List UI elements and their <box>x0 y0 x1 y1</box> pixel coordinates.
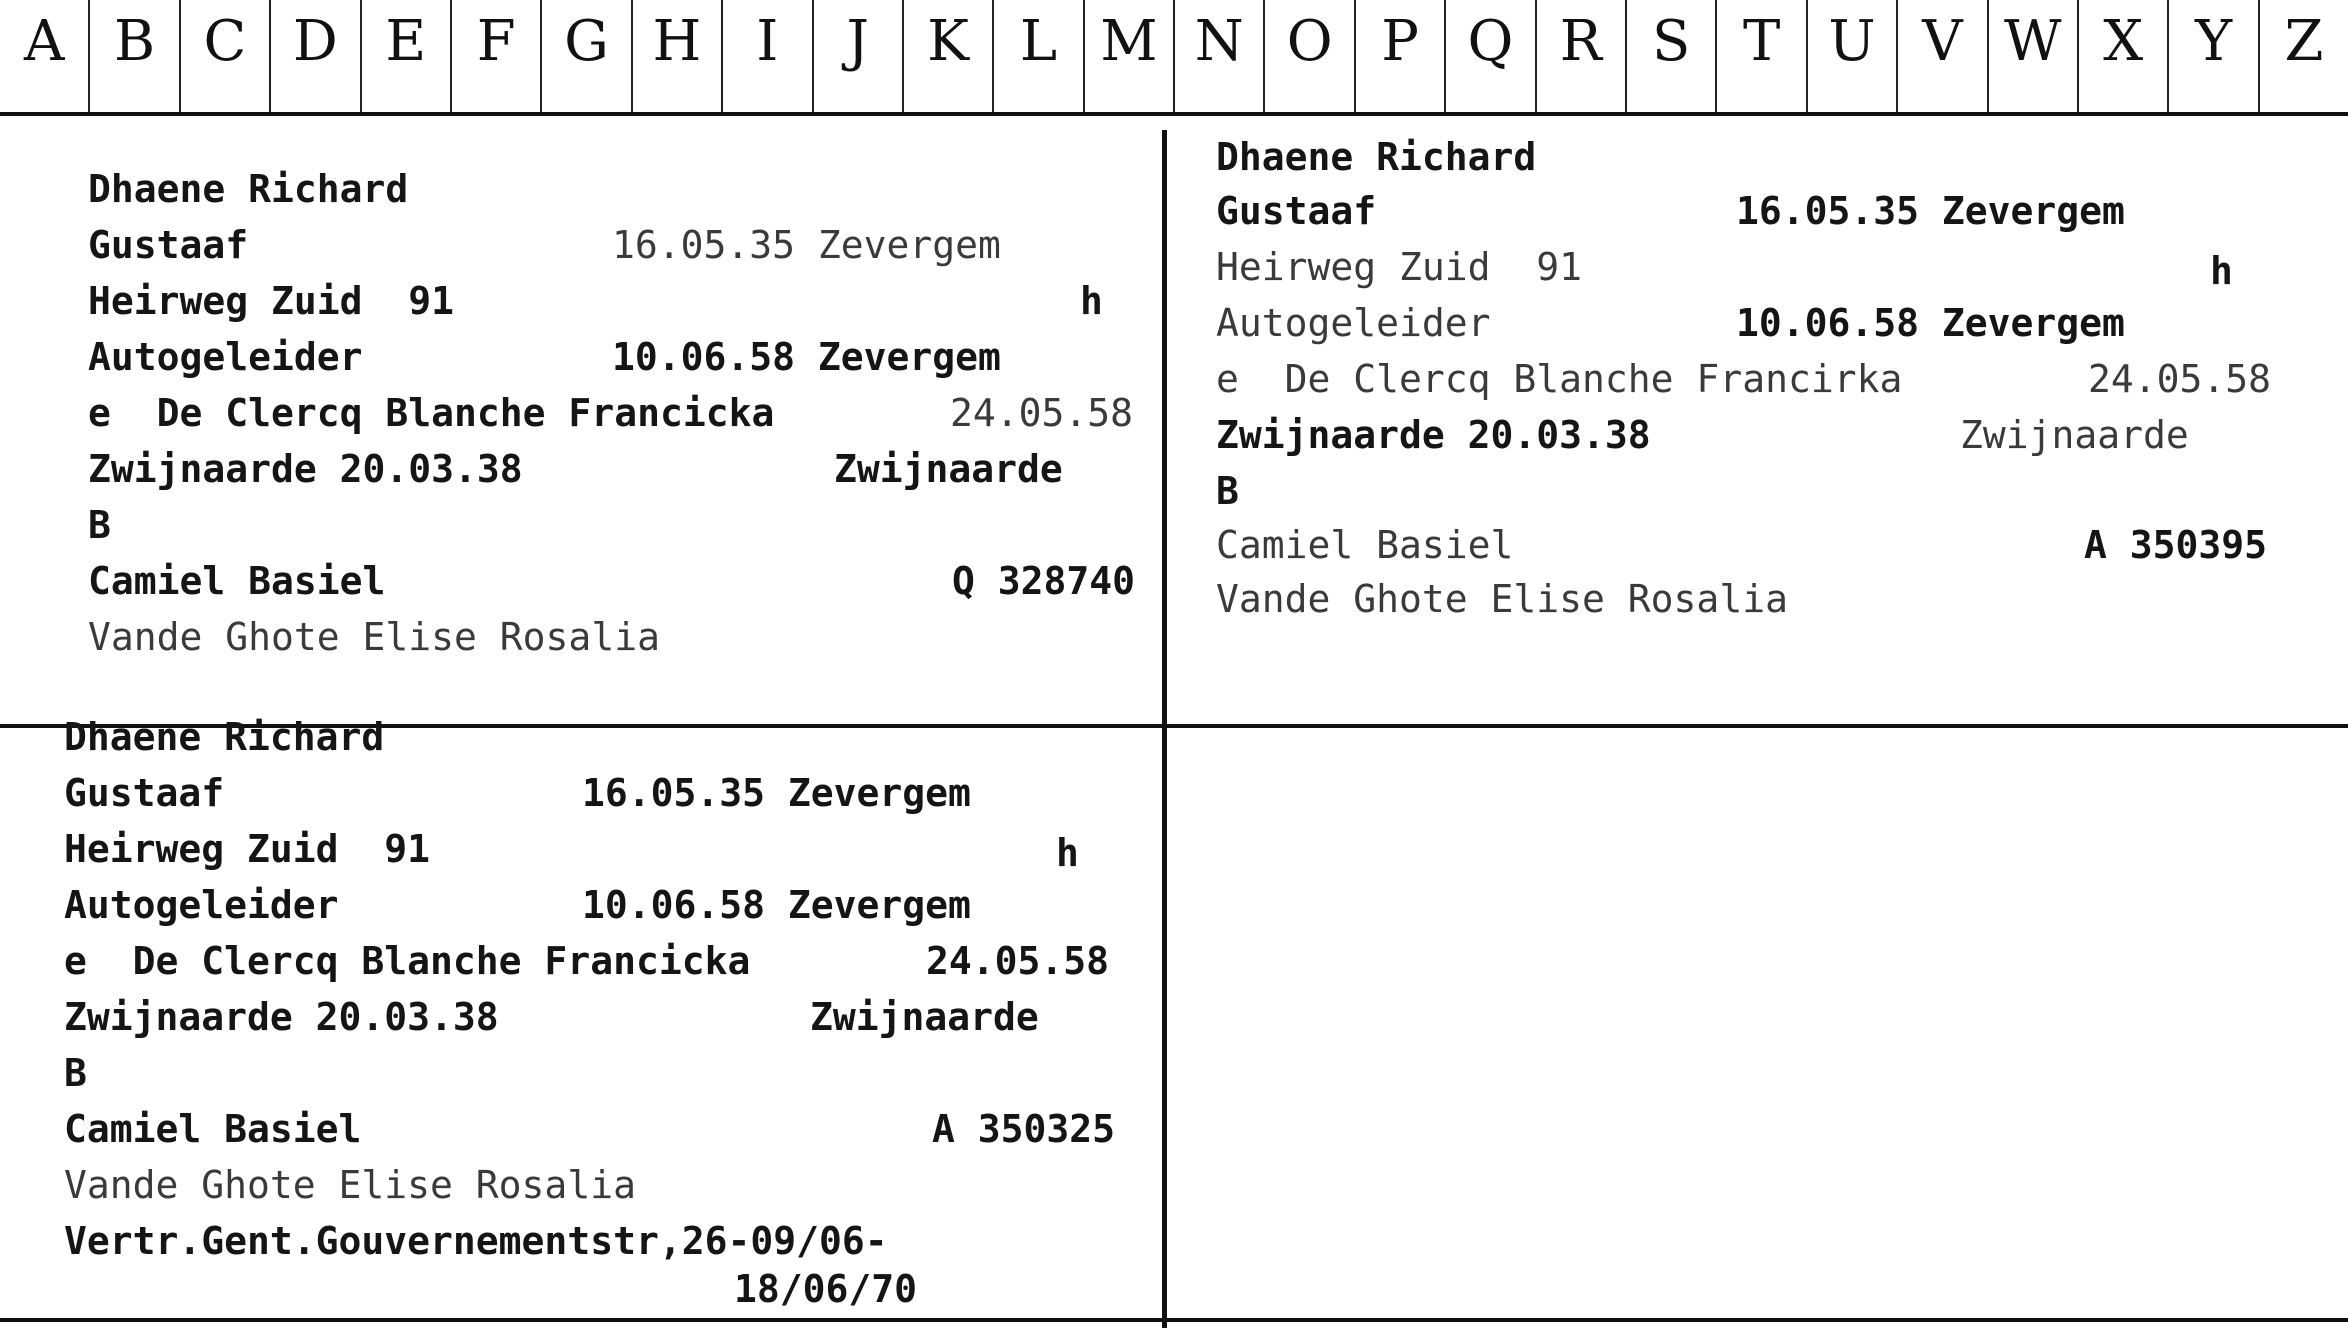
index-letter-r[interactable]: R <box>1537 0 1627 112</box>
card-spouse: e De Clercq Blanche Francicka <box>64 939 751 983</box>
card-marriage: 10.06.58 Zevergem <box>582 883 971 927</box>
index-letter-y[interactable]: Y <box>2169 0 2259 112</box>
record-card-3 <box>64 715 1154 1318</box>
card-name: Dhaene Richard <box>64 715 385 759</box>
card-number: A 350325 <box>932 1107 1116 1151</box>
card-spouse-date: 24.05.58 <box>2088 357 2272 401</box>
card-mother: Vande Ghote Elise Rosalia <box>64 1163 636 1207</box>
index-letter-u[interactable]: U <box>1808 0 1898 112</box>
index-letter-o[interactable]: O <box>1265 0 1355 112</box>
card-given-name: Gustaaf <box>1216 189 1377 233</box>
card-code: B <box>88 503 111 547</box>
card-spouse-date: 24.05.58 <box>950 391 1134 435</box>
record-card-1 <box>88 167 1158 670</box>
index-letter-m[interactable]: M <box>1085 0 1175 112</box>
card-birth: 16.05.35 Zevergem <box>612 223 1001 267</box>
card-mother: Vande Ghote Elise Rosalia <box>88 615 660 659</box>
index-letter-c[interactable]: C <box>181 0 271 112</box>
index-letter-h[interactable]: H <box>633 0 723 112</box>
index-letter-i[interactable]: I <box>723 0 813 112</box>
card-number: A 350395 <box>2084 523 2268 567</box>
index-letter-e[interactable]: E <box>362 0 452 112</box>
card-given-name: Gustaaf <box>64 771 225 815</box>
index-letter-l[interactable]: L <box>994 0 1084 112</box>
card-mark: h <box>1056 831 1079 875</box>
card-spouse: e De Clercq Blanche Francirka <box>1216 357 1903 401</box>
card-marriage: 10.06.58 Zevergem <box>1736 301 2125 345</box>
card-mark: h <box>1080 279 1103 323</box>
card-name: Dhaene Richard <box>88 167 409 211</box>
index-letter-j[interactable]: J <box>814 0 904 112</box>
index-letter-t[interactable]: T <box>1717 0 1807 112</box>
card-occupation: Autogeleider <box>88 335 363 379</box>
card-mother: Vande Ghote Elise Rosalia <box>1216 577 1788 621</box>
card-spouse-birth: Zwijnaarde 20.03.38 <box>64 995 499 1039</box>
index-letter-b[interactable]: B <box>90 0 180 112</box>
index-letter-f[interactable]: F <box>452 0 542 112</box>
card-address: Heirweg Zuid 91 <box>64 827 431 871</box>
card-number: Q 328740 <box>952 559 1136 603</box>
card-spouse-date: 24.05.58 <box>926 939 1110 983</box>
record-card-2 <box>1216 134 2326 634</box>
card-occupation: Autogeleider <box>1216 301 1491 345</box>
card-occupation: Autogeleider <box>64 883 339 927</box>
card-divider-bottom <box>0 1318 2348 1322</box>
index-letter-w[interactable]: W <box>1989 0 2079 112</box>
card-mark: h <box>2210 249 2233 293</box>
index-letter-d[interactable]: D <box>271 0 361 112</box>
card-father: Camiel Basiel <box>1216 523 1514 567</box>
card-father: Camiel Basiel <box>88 559 386 603</box>
card-marriage: 10.06.58 Zevergem <box>612 335 1001 379</box>
alphabet-index <box>0 0 2348 116</box>
card-birth: 16.05.35 Zevergem <box>582 771 971 815</box>
card-spouse-place: Zwijnaarde <box>834 447 1063 491</box>
card-divider-vertical <box>1162 130 1167 1328</box>
card-birth: 16.05.35 Zevergem <box>1736 189 2125 233</box>
card-father: Camiel Basiel <box>64 1107 362 1151</box>
index-letter-z[interactable]: Z <box>2284 9 2324 74</box>
index-letter-s[interactable]: S <box>1627 0 1717 112</box>
card-code: B <box>64 1051 87 1095</box>
card-code: B <box>1216 469 1239 513</box>
index-letter-q[interactable]: Q <box>1446 0 1536 112</box>
card-address: Heirweg Zuid 91 <box>88 279 455 323</box>
index-letter-g[interactable]: G <box>542 0 632 112</box>
card-spouse-birth: Zwijnaarde 20.03.38 <box>88 447 523 491</box>
card-address: Heirweg Zuid 91 <box>1216 245 1583 289</box>
index-letter-v[interactable]: V <box>1898 0 1988 112</box>
index-letter-x[interactable]: X <box>2079 0 2169 112</box>
index-letter-n[interactable]: N <box>1175 0 1265 112</box>
card-spouse-place: Zwijnaarde <box>1960 413 2189 457</box>
card-name: Dhaene Richard <box>1216 135 1537 179</box>
index-letter-a[interactable]: A <box>0 0 90 112</box>
card-spouse: e De Clercq Blanche Francicka <box>88 391 775 435</box>
card-given-name: Gustaaf <box>88 223 249 267</box>
index-letter-p[interactable]: P <box>1356 0 1446 112</box>
card-departure-end: 18/06/70 <box>734 1267 918 1311</box>
index-letter-k[interactable]: K <box>904 0 994 112</box>
card-divider-horizontal-right <box>1166 724 2348 728</box>
card-departure: Vertr.Gent.Gouvernementstr,26-09/06- <box>64 1219 888 1263</box>
card-spouse-place: Zwijnaarde <box>810 995 1039 1039</box>
card-spouse-birth: Zwijnaarde 20.03.38 <box>1216 413 1651 457</box>
